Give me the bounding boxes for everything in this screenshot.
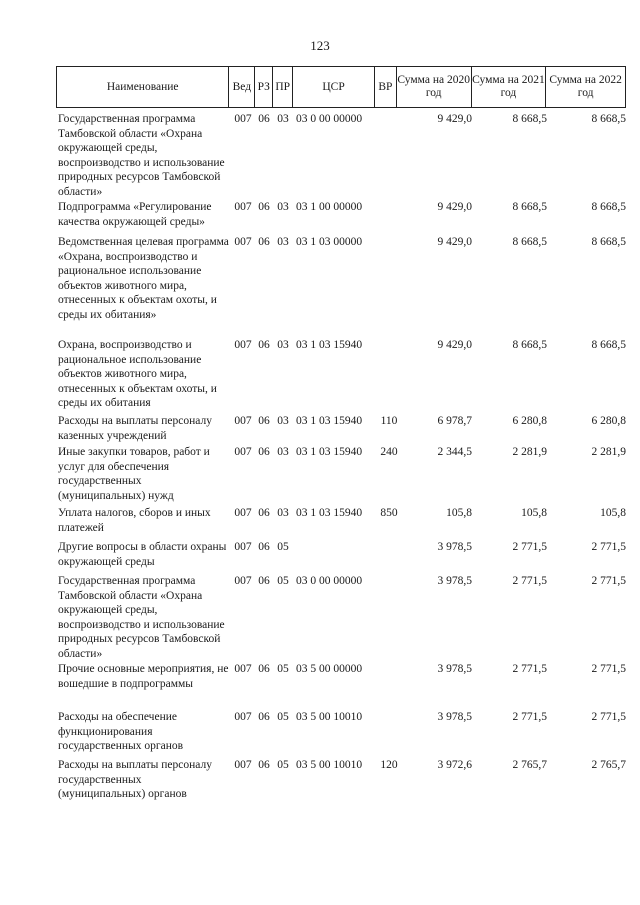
row-ved: 007 — [234, 446, 252, 458]
row-sum-2021: 105,8 — [521, 507, 547, 519]
row-sum-2021: 6 280,8 — [512, 415, 547, 427]
row-rz: 06 — [258, 113, 270, 125]
row-vr: 110 — [380, 415, 398, 427]
row-sum-2022: 8 668,5 — [591, 113, 626, 125]
row-csr: 03 0 00 00000 — [296, 575, 363, 587]
row-name: Расходы на обеспечение функционирования государственных органов — [58, 711, 184, 753]
row-sum-2020: 3 978,5 — [437, 663, 472, 675]
row-sum-2022: 2 771,5 — [591, 575, 626, 587]
header-csr: ЦСР — [293, 67, 375, 107]
page-number: 123 — [310, 38, 330, 53]
row-sum-2021: 8 668,5 — [512, 201, 547, 213]
row-sum-2020: 9 429,0 — [437, 113, 472, 125]
row-csr: 03 0 00 00000 — [296, 113, 363, 125]
row-rz: 06 — [258, 663, 270, 675]
row-pr: 03 — [277, 236, 289, 248]
row-sum-2022: 8 668,5 — [591, 236, 626, 248]
row-ved: 007 — [234, 663, 252, 675]
row-name: Государственная программа Тамбовской области «Охрана окружающей среды, воспроизводство и использование природных ресурсов Тамбовской области» — [58, 113, 225, 198]
row-name: Государственная программа Тамбовской области «Охрана окружающей среды, воспроизводство и использование природных ресурсов Тамбовской области» — [58, 575, 225, 660]
row-ved: 007 — [234, 541, 252, 553]
row-csr: 03 1 03 00000 — [296, 236, 363, 248]
row-pr: 05 — [277, 541, 289, 553]
row-name: Охрана, воспроизводство и рациональное использование объектов животного мира, отнесенных к объектам охоты, и среды их обитания — [58, 339, 217, 410]
row-sum-2022: 8 668,5 — [591, 201, 626, 213]
row-rz: 06 — [258, 507, 270, 519]
row-pr: 05 — [277, 663, 289, 675]
row-ved: 007 — [234, 236, 252, 248]
row-ved: 007 — [234, 201, 252, 213]
row-csr: 03 5 00 10010 — [296, 711, 363, 723]
row-rz: 06 — [258, 201, 270, 213]
row-sum-2020: 3 978,5 — [437, 541, 472, 553]
header-sum-2021: Сумма на 2021 год — [472, 67, 547, 107]
row-rz: 06 — [258, 575, 270, 587]
row-pr: 05 — [277, 575, 289, 587]
row-rz: 06 — [258, 339, 270, 351]
row-vr: 850 — [380, 507, 398, 519]
table-header — [56, 66, 626, 108]
row-csr: 03 1 00 00000 — [296, 201, 363, 213]
row-csr: 03 1 03 15940 — [296, 415, 363, 427]
header-ved: Вед — [229, 67, 255, 107]
row-pr: 03 — [277, 507, 289, 519]
row-sum-2020: 6 978,7 — [437, 415, 472, 427]
row-name: Ведомственная целевая программа «Охрана, воспроизводство и рациональное использование объектов животного мира, отнесенных к объектам охоты, и среды их обитания» — [58, 236, 229, 321]
row-name: Расходы на выплаты персоналу казенных учреждений — [58, 415, 212, 442]
row-ved: 007 — [234, 113, 252, 125]
row-sum-2021: 2 771,5 — [512, 575, 547, 587]
row-rz: 06 — [258, 446, 270, 458]
row-sum-2021: 2 771,5 — [512, 711, 547, 723]
row-sum-2021: 8 668,5 — [512, 236, 547, 248]
row-sum-2020: 2 344,5 — [437, 446, 472, 458]
header-pr: ПР — [273, 67, 293, 107]
row-csr: 03 5 00 00000 — [296, 663, 363, 675]
header-sum-2020: Сумма на 2020 год — [397, 67, 472, 107]
row-sum-2021: 8 668,5 — [512, 339, 547, 351]
row-pr: 03 — [277, 339, 289, 351]
row-name: Прочие основные мероприятия, не вошедшие в подпрограммы — [58, 663, 229, 690]
row-sum-2022: 6 280,8 — [591, 415, 626, 427]
row-sum-2021: 2 765,7 — [512, 759, 547, 771]
row-vr: 240 — [380, 446, 398, 458]
row-name: Уплата налогов, сборов и иных платежей — [58, 507, 211, 534]
row-pr: 03 — [277, 415, 289, 427]
row-sum-2022: 2 771,5 — [591, 663, 626, 675]
row-name: Иные закупки товаров, работ и услуг для обеспечения государственных (муниципальных) нужд — [58, 446, 210, 502]
row-sum-2022: 2 765,7 — [591, 759, 626, 771]
row-sum-2021: 2 771,5 — [512, 663, 547, 675]
row-sum-2020: 9 429,0 — [437, 201, 472, 213]
row-sum-2020: 105,8 — [446, 507, 472, 519]
row-ved: 007 — [234, 415, 252, 427]
row-vr: 120 — [380, 759, 398, 771]
row-name: Подпрограмма «Регулирование качества окружающей среды» — [58, 201, 212, 228]
row-ved: 007 — [234, 339, 252, 351]
row-csr: 03 1 03 15940 — [296, 446, 363, 458]
row-sum-2022: 8 668,5 — [591, 339, 626, 351]
row-rz: 06 — [258, 711, 270, 723]
row-pr: 05 — [277, 759, 289, 771]
header-name: Наименование — [57, 67, 229, 107]
header-rz: РЗ — [255, 67, 273, 107]
row-pr: 03 — [277, 201, 289, 213]
row-pr: 03 — [277, 446, 289, 458]
row-name: Расходы на выплаты персоналу государственных (муниципальных) органов — [58, 759, 212, 801]
row-rz: 06 — [258, 541, 270, 553]
row-rz: 06 — [258, 236, 270, 248]
row-ved: 007 — [234, 711, 252, 723]
row-sum-2020: 9 429,0 — [437, 339, 472, 351]
row-sum-2020: 9 429,0 — [437, 236, 472, 248]
row-pr: 05 — [277, 711, 289, 723]
row-pr: 03 — [277, 113, 289, 125]
row-sum-2021: 2 281,9 — [512, 446, 547, 458]
row-csr: 03 5 00 10010 — [296, 759, 363, 771]
row-sum-2022: 2 771,5 — [591, 711, 626, 723]
row-sum-2022: 105,8 — [600, 507, 626, 519]
row-sum-2022: 2 281,9 — [591, 446, 626, 458]
row-sum-2021: 2 771,5 — [512, 541, 547, 553]
row-sum-2020: 3 978,5 — [437, 711, 472, 723]
row-rz: 06 — [258, 759, 270, 771]
row-rz: 06 — [258, 415, 270, 427]
row-ved: 007 — [234, 575, 252, 587]
row-name: Другие вопросы в области охраны окружающей среды — [58, 541, 227, 568]
row-sum-2021: 8 668,5 — [512, 113, 547, 125]
row-ved: 007 — [234, 759, 252, 771]
row-csr: 03 1 03 15940 — [296, 339, 363, 351]
row-csr: 03 1 03 15940 — [296, 507, 363, 519]
header-vr: ВР — [375, 67, 397, 107]
row-sum-2020: 3 978,5 — [437, 575, 472, 587]
header-sum-2022: Сумма на 2022 год — [549, 74, 622, 99]
row-sum-2022: 2 771,5 — [591, 541, 626, 553]
row-ved: 007 — [234, 507, 252, 519]
row-sum-2020: 3 972,6 — [437, 759, 472, 771]
